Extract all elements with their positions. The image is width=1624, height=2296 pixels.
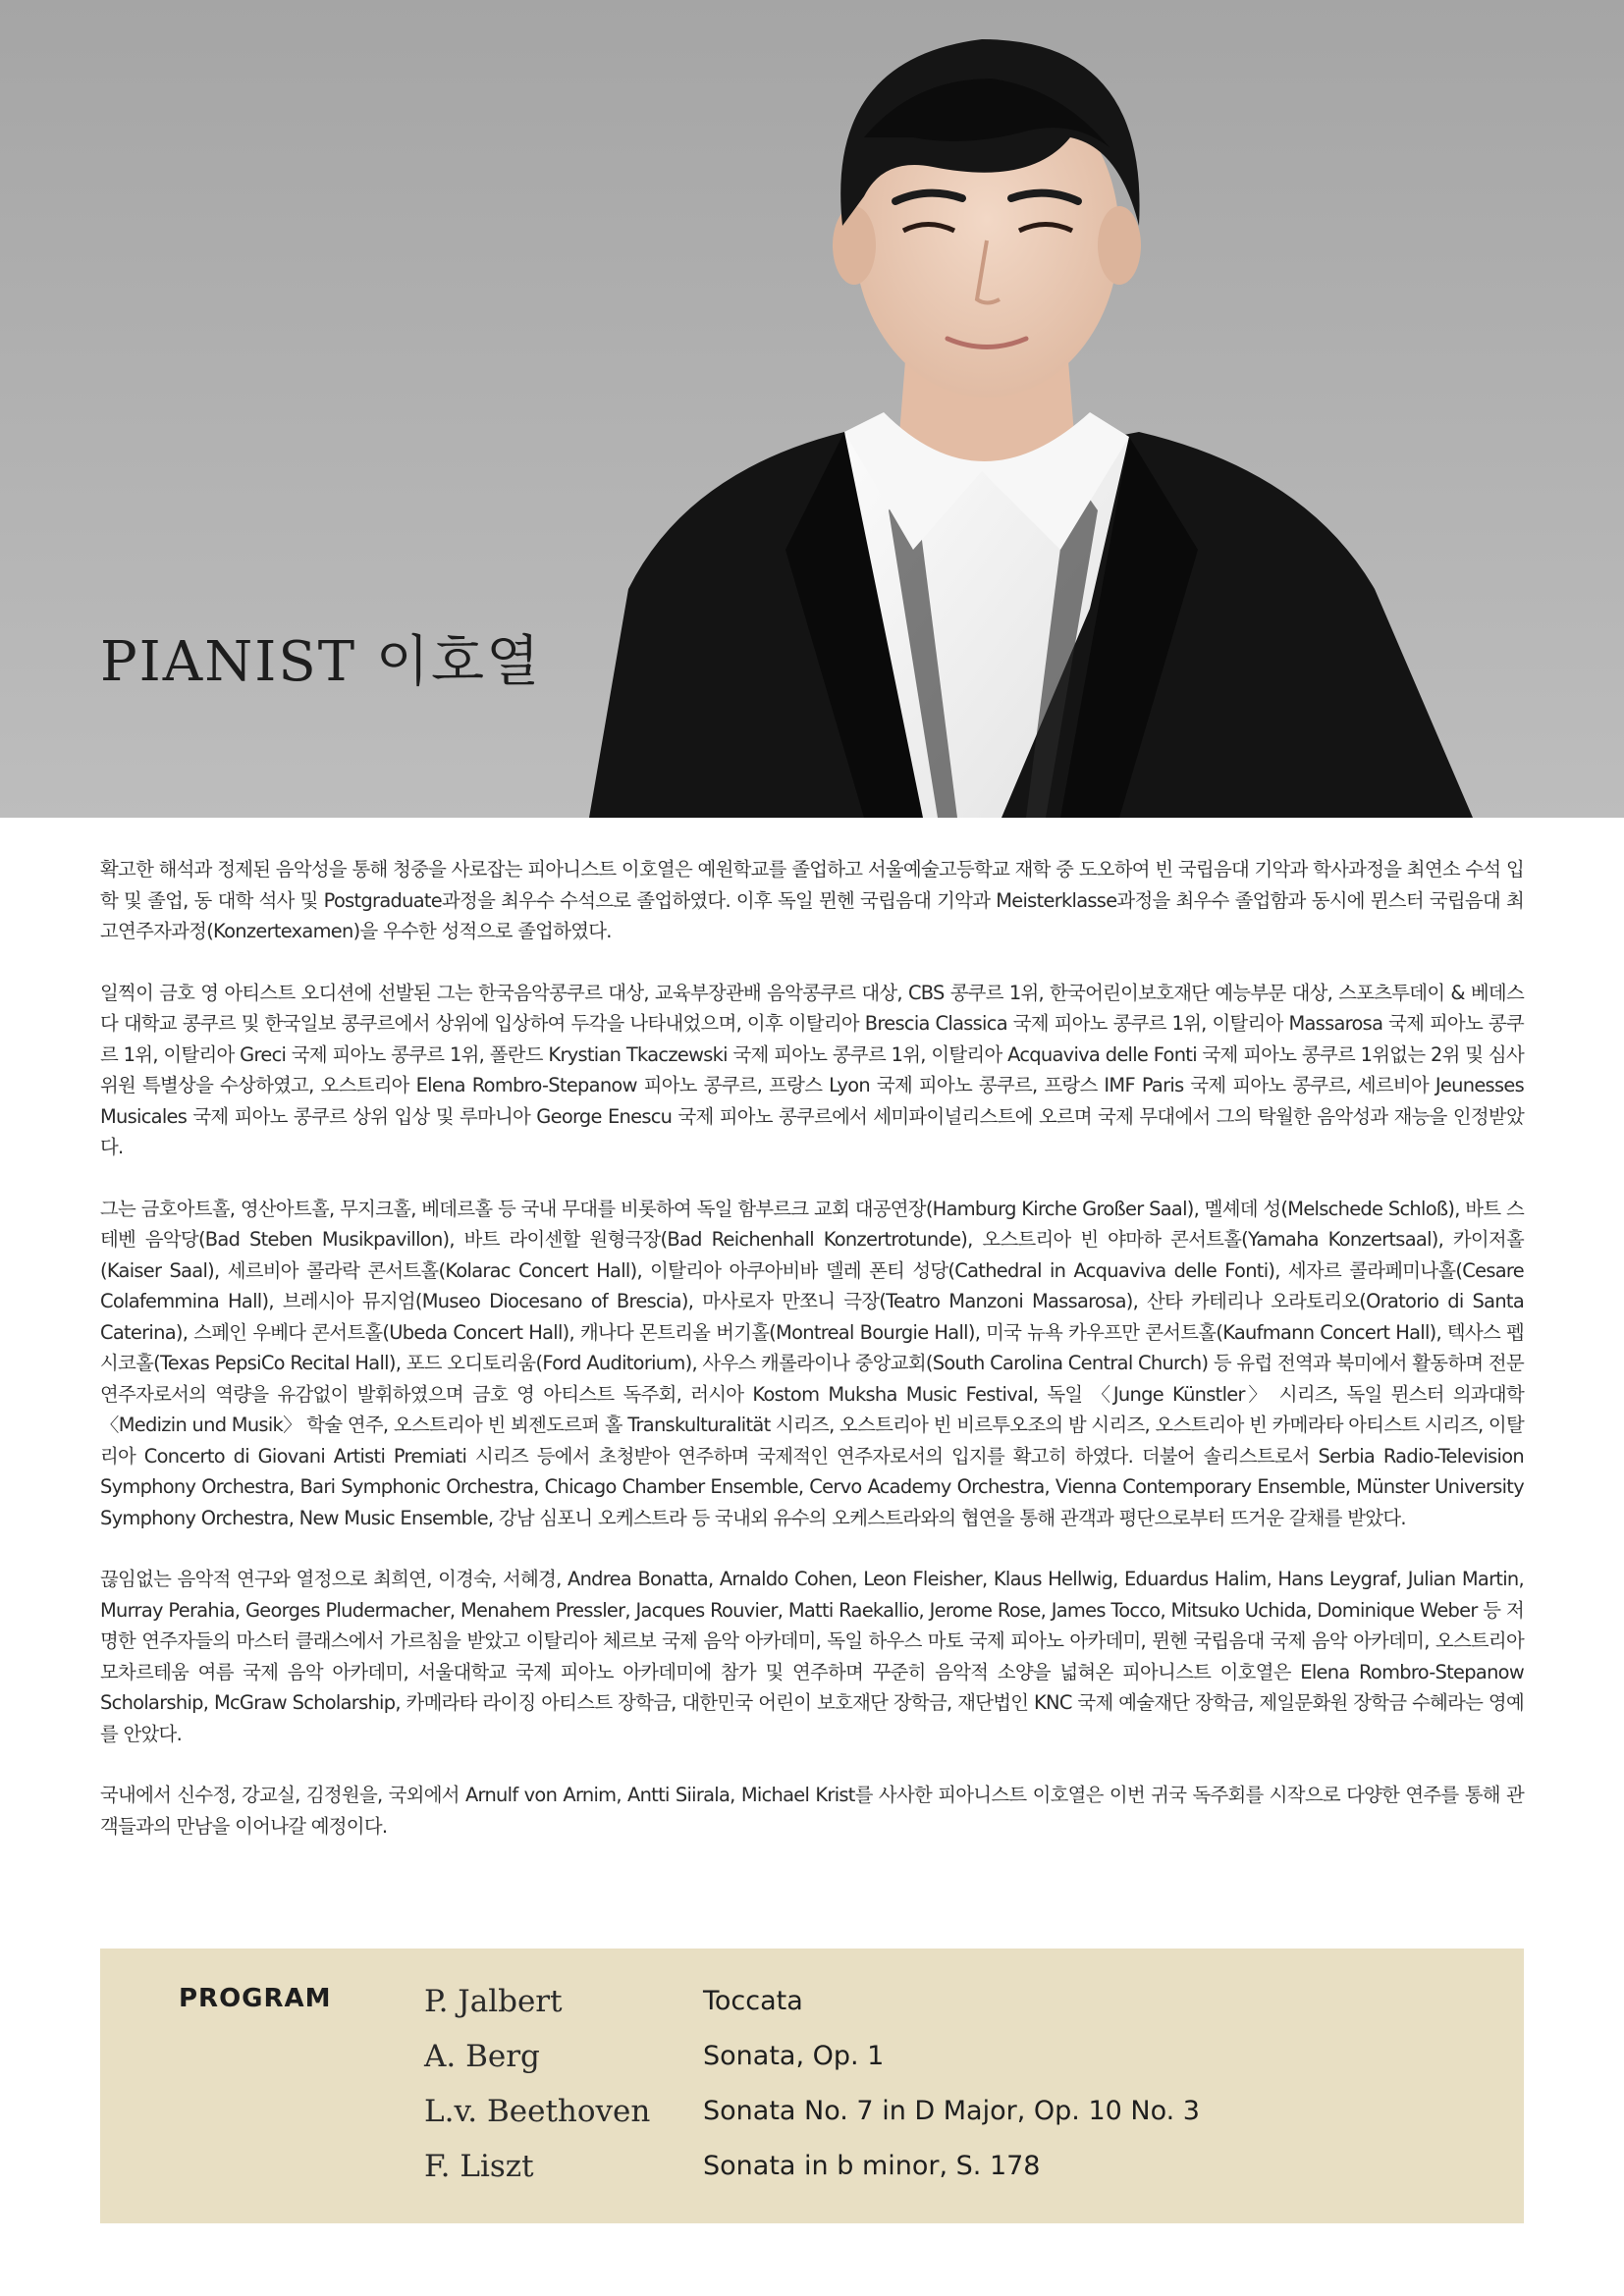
program-composer: A. Berg: [424, 2039, 540, 2074]
bio-paragraph: 일찍이 금호 영 아티스트 오디션에 선발된 그는 한국음악콩쿠르 대상, 교육부장관배 음악콩쿠르 대상, CBS 콩쿠르 1위, 한국어린이보호재단 예능부문 대상, 스포츠투데이 & 베데스다 대학교 콩쿠르 및 한국일보 콩쿠르에서 상위에 입상하여 두각을 나타내었으며, 이후 이탈리아 Brescia Classica 국제 피아노 콩쿠르 1위, 이탈리아 Massarosa 국제 피아노 콩쿠르 1위, 이탈리아 Greci 국제 피아노 콩쿠르 1위, 폴란드 Krystian Tkaczewski 국제 피아노 콩쿠르 1위, 이탈리아 Acquaviva delle Fonti 국제 피아노 콩쿠르 1위없는 2위 및 심사위원 특별상을 수상하였고, 오스트리아 Elena Rombro-Stepanow 피아노 콩쿠르, 프랑스 Lyon 국제 피아노 콩쿠르, 프랑스 IMF Paris 국제 피아노 콩쿠르, 세르비아 Jeunesses Musicales 국제 피아노 콩쿠르 상위 입상 및 루마니아 George Enescu 국제 피아노 콩쿠르에서 세미파이널리스트에 오르며 국제 무대에서 그의 탁월한 음악성과 재능을 인정받았다.: [100, 981, 1524, 1158]
page-title: PIANIST 이호열: [100, 630, 542, 694]
bio-paragraph: 그는 금호아트홀, 영산아트홀, 무지크홀, 베데르홀 등 국내 무대를 비롯하여 독일 함부르크 교회 대공연장(Hamburg Kirche Großer Saal), 멜셰데 성(Melschede Schloß), 바트 스테벤 음악당(Bad Steben Musikpavillon), 바트 라이센할 원형극장(Bad Reichenhall Konzertrotunde), 오스트리아 빈 야마하 콘서트홀(Yamaha Konzertsaal), 카이저홀(Kaiser Saal), 세르비아 콜라락 콘서트홀(Kolarac Concert Hall), 이탈리아 아쿠아비바 델레 폰티 성당(Cathedral in Acquaviva delle Fonti), 세자르 콜라페미나홀(Cesare Colafemmina Hall), 브레시아 뮤지엄(Museo Diocesano of Brescia), 마사로자 만쪼니 극장(Teatro Manzoni Massarosa), 산타 카테리나 오라토리오(Oratorio di Santa Caterina), 스페인 우베다 콘서트홀(Ubeda Concert Hall), 캐나다 몬트리올 버기홀(Montreal Bourgie Hall), 미국 뉴욕 카우프만 콘서트홀(Kaufmann Concert Hall), 텍사스 펩시코홀(Texas PepsiCo Recital Hall), 포드 오디토리움(Ford Auditorium), 사우스 캐롤라이나 중앙교회(South Carolina Central Church) 등 유럽 전역과 북미에서 활동하며 전문 연주자로서의 역량을 유감없이 발휘하였으며 금호 영 아티스트 독주회, 러시아 Kostom Muksha Music Festival, 독일 〈Junge Künstler〉 시리즈, 독일 뮌스터 의과대학 〈Medizin und Musik〉 학술 연주, 오스트리아 빈 뵈젠도르퍼 홀 Transkulturalität 시리즈, 오스트리아 빈 비르투오조의 밤 시리즈, 오스트리아 빈 카메라타 아티스트 시리즈, 이탈리아 Concerto di Giovani Artisti Premiati 시리즈 등에서 초청받아 연주하며 국제적인 연주자로서의 입지를 확고히 하였다. 더불어 솔리스트로서 Serbia Radio-Television Symphony Orchestra, Bari Symphonic Orchestra, Chicago Chamber Ensemble, Cervo Academy Orchestra, Vienna Contemporary Ensemble, Münster University Symphony Orchestra, New Music Ensemble, 강남 심포니 오케스트라 등 국내외 유수의 오케스트라와의 협연을 통해 관객과 평단으로부터 뜨거운 갈채를 받았다.: [100, 1197, 1524, 1529]
program-box: [100, 1949, 1524, 2223]
program-work: Sonata in b minor, S. 178: [703, 2151, 1041, 2181]
program-work: Toccata: [703, 1986, 803, 2016]
bio-paragraph: 끊임없는 음악적 연구와 열정으로 최희연, 이경숙, 서혜경, Andrea Bonatta, Arnaldo Cohen, Leon Fleisher, Klaus Hellwig, Eduardus Halim, Hans Leygraf, Julian Martin, Murray Perahia, Georges Pludermacher, Menahem Pressler, Jacques Rouvier, Matti Raekallio, Jerome Rose, James Tocco, Mitsuko Uchida, Dominique Weber 등 저명한 연주자들의 마스터 클래스에서 가르침을 받았고 이탈리아 체르보 국제 음악 아카데미, 독일 하우스 마토 국제 피아노 아카데미, 뮌헨 국립음대 국제 음악 아카데미, 오스트리아 모차르테움 여름 국제 음악 아카데미, 서울대학교 국제 피아노 아카데미에 참가 및 연주하며 꾸준히 음악적 소양을 넓혀온 피아니스트 이호열은 Elena Rombro-Stepanow Scholarship, McGraw Scholarship, 카메라타 라이징 아티스트 장학금, 대한민국 어린이 보호재단 장학금, 재단법인 KNC 국제 예술재단 장학금, 제일문화원 장학금 수혜라는 영예를 안았다.: [100, 1568, 1524, 1745]
bio-paragraph: 확고한 해석과 정제된 음악성을 통해 청중을 사로잡는 피아니스트 이호열은 예원학교를 졸업하고 서울예술고등학교 재학 중 도오하여 빈 국립음대 기악과 학사과정을 최연소 수석 입학 및 졸업, 동 대학 석사 및 Postgraduate과정을 최우수 수석으로 졸업하였다. 이후 독일 뮌헨 국립음대 기악과 Meisterklasse과정을 최우수 졸업함과 동시에 뮌스터 국립음대 최고연주자과정(Konzertexamen)을 우수한 성적으로 졸업하였다.: [100, 858, 1524, 942]
bio-paragraph: 국내에서 신수정, 강교실, 김정원을, 국외에서 Arnulf von Arnim, Antti Siirala, Michael Krist를 사사한 피아니스트 이호열은 이번 귀국 독주회를 시작으로 다양한 연주를 통해 관객들과의 만남을 이어나갈 예정이다.: [100, 1784, 1524, 1838]
program-item: [100, 2039, 1524, 2094]
program-item: [100, 2149, 1524, 2204]
program-composer: L.v. Beethoven: [424, 2094, 651, 2129]
program-label: PROGRAM: [179, 1984, 332, 2013]
program-item: [100, 2094, 1524, 2149]
program-work: Sonata No. 7 in D Major, Op. 10 No. 3: [703, 2096, 1200, 2126]
program-item: [100, 1984, 1524, 2039]
header-photo-area: [0, 0, 1624, 818]
program-work: Sonata, Op. 1: [703, 2041, 885, 2071]
program-composer: F. Liszt: [424, 2149, 534, 2184]
program-composer: P. Jalbert: [424, 1984, 563, 2019]
biography: [100, 854, 1524, 1872]
